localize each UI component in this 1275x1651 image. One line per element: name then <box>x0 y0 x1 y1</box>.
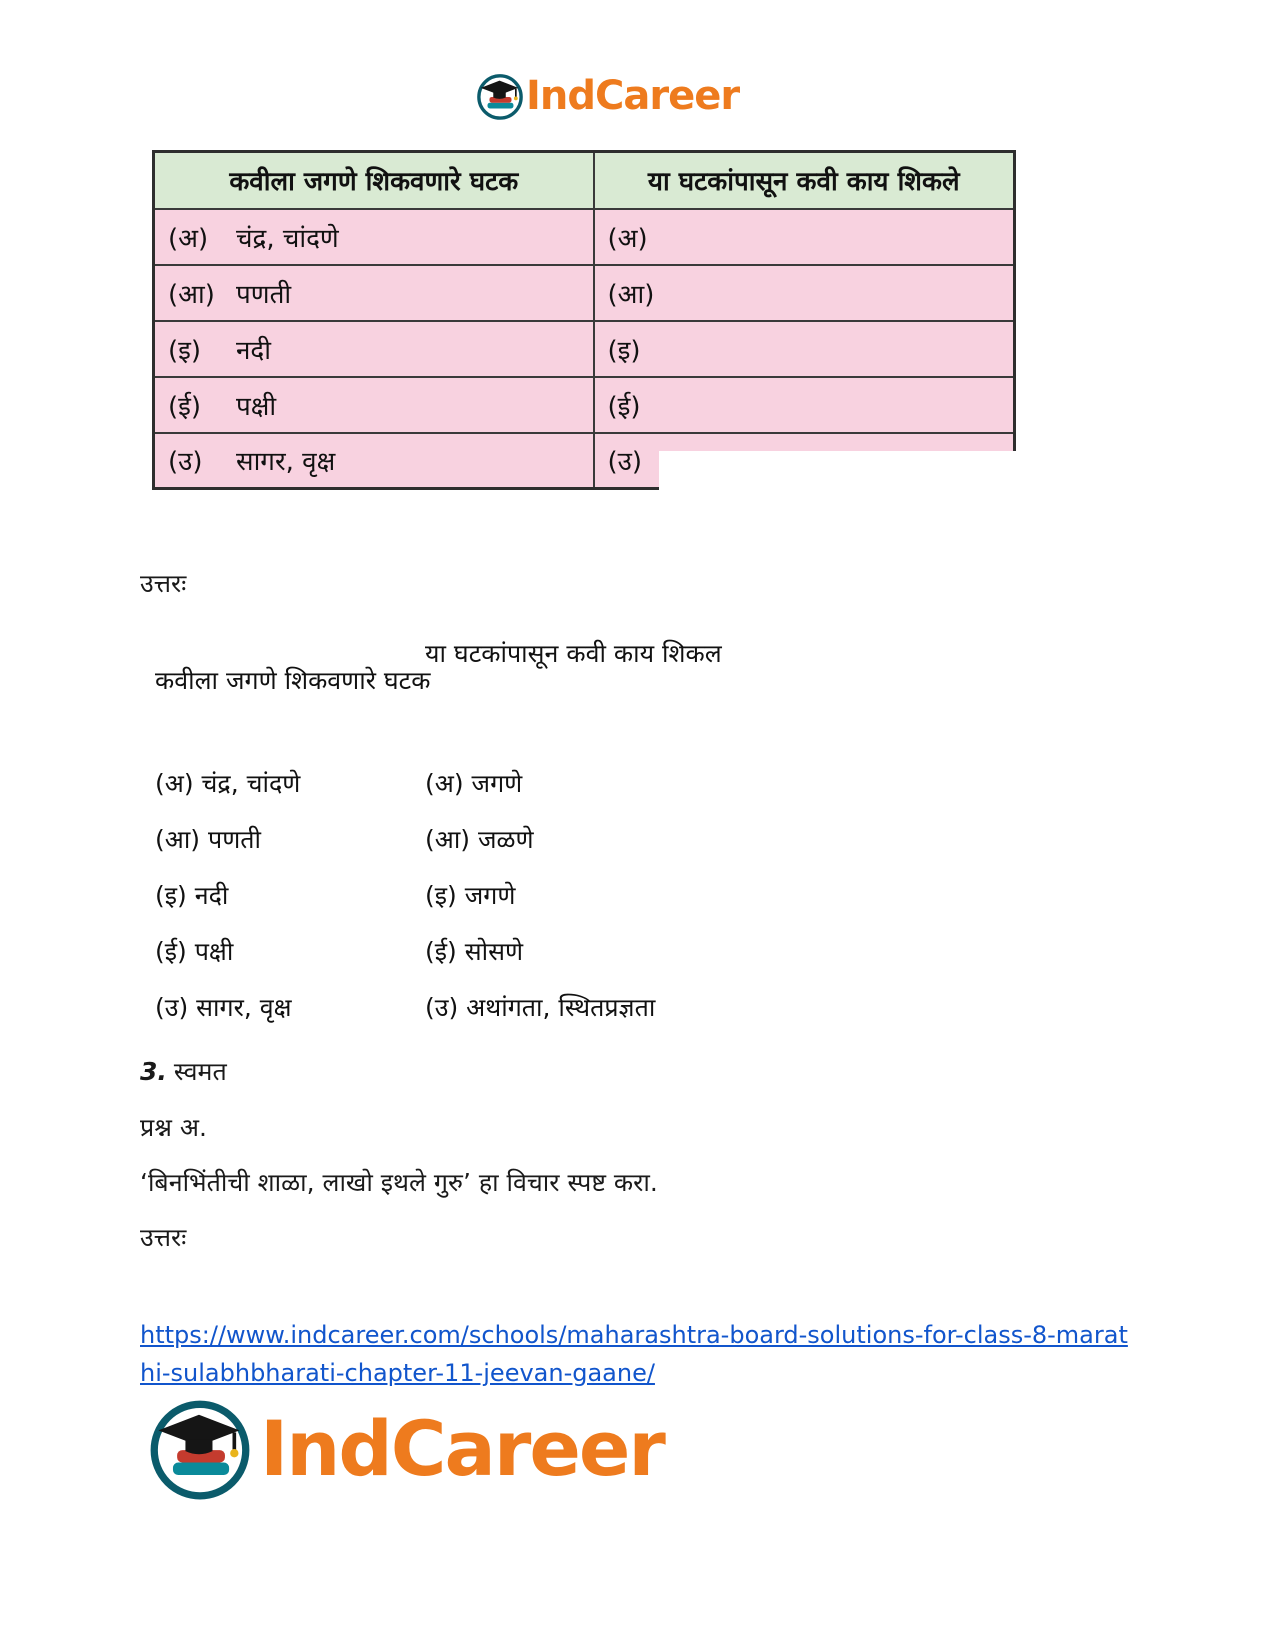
answer-right-header: या घटकांपासून कवी काय शिकल <box>425 639 722 668</box>
answer-row <box>155 934 523 968</box>
answer-row <box>155 822 534 856</box>
answer-row <box>155 878 515 912</box>
answer-row-right: (अ) जगणे <box>425 769 523 798</box>
row-item-text: पक्षी <box>236 391 277 422</box>
answer-row-right: (उ) अथांगता, स्थितप्रज्ञता <box>425 993 656 1022</box>
question-text: ‘बिनभिंतीची शाळा, लाखो इथले गुरु’ हा विचार स्पष्ट करा. <box>140 1168 658 1197</box>
question-table-header-right: या घटकांपासून कवी काय शिकले <box>594 152 1015 209</box>
table-row <box>154 265 1015 321</box>
question-3-heading <box>140 1054 227 1088</box>
indcareer-logo-text: IndCareer <box>260 1403 664 1493</box>
question-number: 3. <box>140 1057 167 1086</box>
answer-row-left: (इ) नदी <box>155 881 229 910</box>
table-cell-item <box>154 377 594 433</box>
question-table-header-left: कवीला जगणे शिकवणारे घटक <box>154 152 594 209</box>
sub-question-label: प्रश्न अ. <box>140 1113 207 1142</box>
answer-row <box>155 766 522 800</box>
row-marker: (इ) <box>168 335 202 366</box>
table-cell-answer: (आ) <box>594 265 1015 321</box>
indcareer-logo-text: IndCareer <box>526 73 740 119</box>
table-row <box>154 377 1015 433</box>
white-overlay-patch <box>659 451 1019 492</box>
table-cell-answer: (अ) <box>594 209 1015 265</box>
question-table-header-row <box>154 152 1015 209</box>
answer-label: उत्तरः <box>140 569 187 598</box>
indcareer-logo-bottom <box>148 1396 664 1500</box>
indcareer-logo-top <box>476 72 739 120</box>
table-cell-answer: (ई) <box>594 377 1015 433</box>
table-row <box>154 321 1015 377</box>
table-row <box>154 209 1015 265</box>
row-marker: (उ) <box>168 447 203 478</box>
answer-row-right: (ई) सोसणे <box>425 937 524 966</box>
answer-label-2: उत्तरः <box>140 1223 187 1252</box>
answer-row-left: (उ) सागर, वृक्ष <box>155 993 292 1022</box>
row-marker: (आ) <box>168 279 215 310</box>
table-cell-item <box>154 321 594 377</box>
graduation-cap-logo-icon <box>476 72 524 120</box>
table-cell-item <box>154 433 594 489</box>
table-cell-item <box>154 209 594 265</box>
row-item-text: पणती <box>236 279 292 310</box>
answer-row-right: (आ) जळणे <box>425 825 534 854</box>
row-item-text: सागर, वृक्ष <box>236 447 336 478</box>
row-marker: (ई) <box>168 391 202 422</box>
answer-row-right: (इ) जगणे <box>425 881 516 910</box>
graduation-cap-logo-icon <box>148 1396 252 1500</box>
table-cell-answer: (इ) <box>594 321 1015 377</box>
answer-row <box>155 990 655 1024</box>
article-link[interactable]: https://www.indcareer.com/schools/maharashtra-board-solutions-for-class-8-marathi-sulabhbharati-chapter-11-jeevan-gaane/ <box>140 1321 1128 1387</box>
table-cell-answer: (उ) <box>594 433 1015 489</box>
answer-row-left: (आ) पणती <box>155 825 262 854</box>
row-item-text: चंद्र, चांदणे <box>236 223 339 254</box>
answer-row-left: (अ) चंद्र, चांदणे <box>155 769 301 798</box>
answer-left-header: कवीला जगणे शिकवणारे घटक <box>155 666 431 695</box>
row-item-text: नदी <box>236 335 271 366</box>
answer-row-left: (ई) पक्षी <box>155 937 234 966</box>
question-table <box>152 150 1016 490</box>
table-cell-item <box>154 265 594 321</box>
question-title: स्वमत <box>173 1057 227 1086</box>
row-marker: (अ) <box>168 223 209 254</box>
